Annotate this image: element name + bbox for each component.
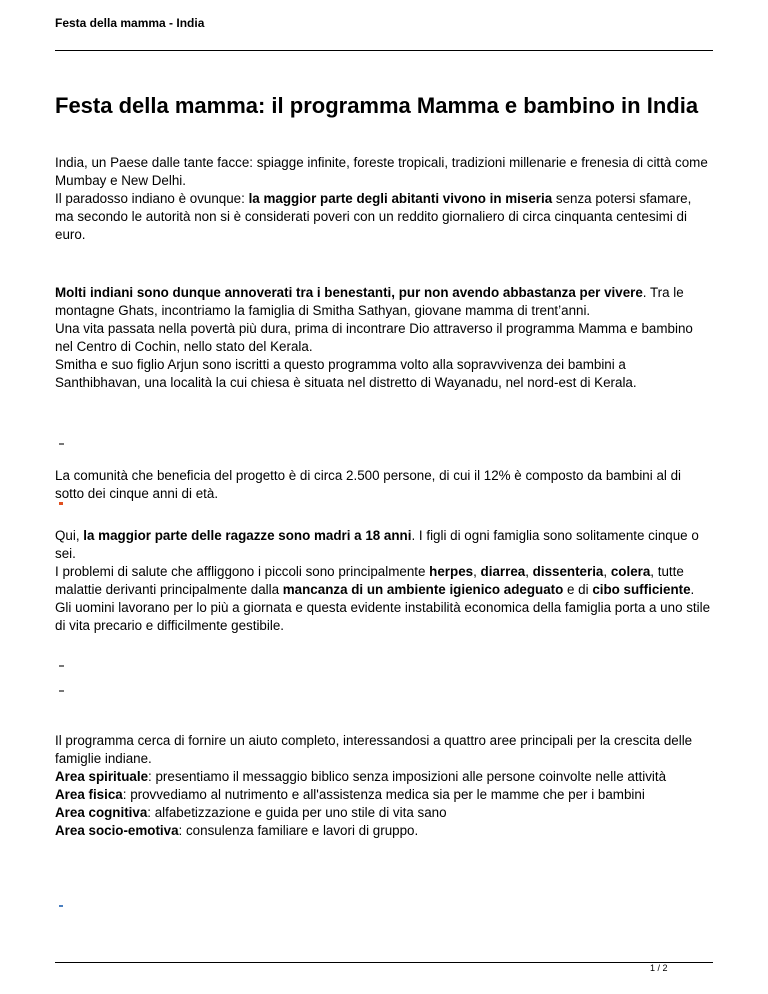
- areas-section: [55, 732, 713, 840]
- running-header: Festa della mamma - India: [55, 16, 205, 30]
- diseases-paragraph: I problemi di salute che affliggono i piccoli sono principalmente herpes, diarrea, dissenteria, colera, tutte malattie derivanti principalmente dalla mancanza di un ambiente igienico adeguato e di cibo sufficiente.: [55, 564, 695, 597]
- area-item: Area spirituale: presentiamo il messaggio biblico senza imposizioni alle persone coinvolte nelle attività: [55, 769, 667, 784]
- program-paragraph: Smitha e suo figlio Arjun sono iscritti a questo programma volto alla sopravvivenza dei bambini a Santhibhavan, una località la cui chiesa è situata nel distretto di Wayanadu, nel nord-est di Kerala.: [55, 357, 637, 390]
- mothers-highlight: la maggior parte delle ragazze sono madri a 18 anni: [83, 528, 412, 543]
- health-section: [55, 527, 713, 635]
- embedded-image: [59, 690, 64, 692]
- area-item: Area cognitiva: alfabetizzazione e guida per uno stile di vita sano: [55, 805, 447, 820]
- embedded-image: [59, 665, 64, 667]
- page-number: 1 / 2: [650, 963, 668, 973]
- embedded-image: [59, 502, 63, 505]
- economy-paragraph: Gli uomini lavorano per lo più a giornata e questa evidente instabilità economica della famiglia porta a uno stile di vita precario e difficilmente gestibile.: [55, 600, 711, 633]
- family-section: [55, 284, 713, 392]
- mothers-paragraph: Qui, la maggior parte delle ragazze sono madri a 18 anni. I figli di ogni famiglia sono solitamente cinque o sei.: [55, 528, 699, 561]
- intro-paragraph: India, un Paese dalle tante facce: spiagge infinite, foreste tropicali, tradizioni millenarie e frenesia di città come Mumbay e New Delhi.: [55, 155, 708, 188]
- header-divider: [55, 50, 713, 51]
- misery-highlight: la maggior parte degli abitanti vivono in miseria: [248, 191, 553, 206]
- footer-divider: [55, 962, 713, 963]
- embedded-image: [59, 443, 64, 445]
- article-title: Festa della mamma: il programma Mamma e bambino in India: [55, 93, 699, 118]
- embedded-link[interactable]: [59, 905, 63, 907]
- area-item: Area fisica: provvediamo al nutrimento e all'assistenza medica sia per le mamme che per i bambini: [55, 787, 645, 802]
- wealthy-highlight: Molti indiani sono dunque annoverati tra i benestanti, pur non avendo abbastanza per vivere: [55, 285, 643, 300]
- family-paragraph: Molti indiani sono dunque annoverati tra i benestanti, pur non avendo abbastanza per vivere. Tra le montagne Ghats, incontriamo la famiglia di Smitha Sathyan, giovane mamma di trent’anni.: [55, 285, 684, 318]
- area-item: Area socio-emotiva: consulenza familiare e lavori di gruppo.: [55, 823, 419, 838]
- community-section: [55, 467, 713, 503]
- poverty-paragraph: Una vita passata nella povertà più dura, prima di incontrare Dio attraverso il programma Mamma e bambino nel Centro di Cochin, nello stato del Kerala.: [55, 321, 693, 354]
- paradox-paragraph: Il paradosso indiano è ovunque: la maggior parte degli abitanti vivono in miseria senza potersi sfamare, ma secondo le autorità non si è considerati poveri con un reddito giornaliero di circa cinquanta centesimi di euro.: [55, 191, 692, 242]
- intro-section: [55, 154, 713, 244]
- community-paragraph: La comunità che beneficia del progetto è di circa 2.500 persone, di cui il 12% è composto da bambini al di sotto dei cinque anni di età.: [55, 468, 682, 501]
- program-intro: Il programma cerca di fornire un aiuto completo, interessandosi a quattro aree principali per la crescita delle famiglie indiane.: [55, 733, 693, 766]
